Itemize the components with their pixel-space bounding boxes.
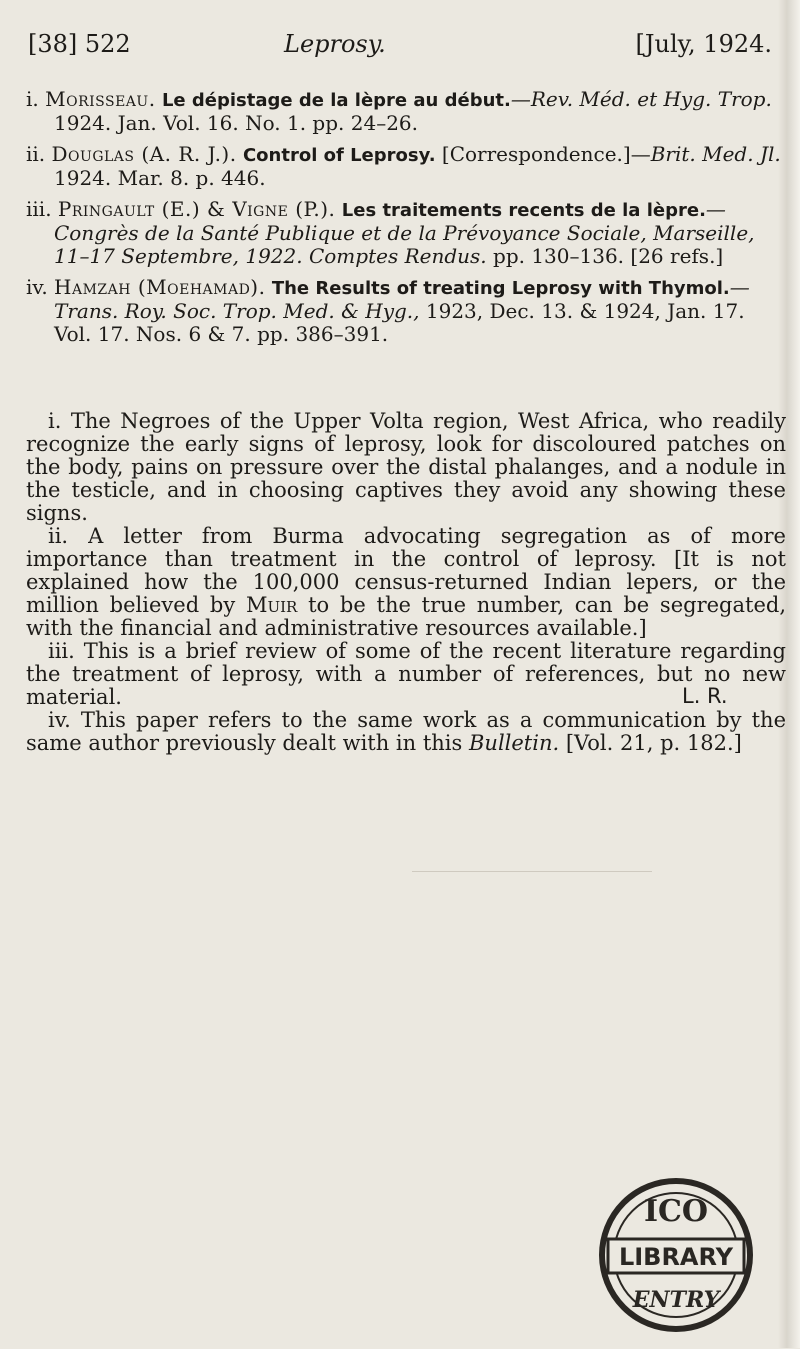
abstract-paragraph: i. The Negroes of the Upper Volta region, West Africa, who readily recognize the early signs of leprosy, look for discoloured patches on the body, pains on pressure over the distal phalanges, and a nodule in the testicle, and in choosing captives they avoid any showing these signs.	[26, 409, 786, 525]
reviewer-initials: L. R.	[682, 684, 728, 708]
reference-title: Les traitements recents de la lèpre.	[341, 200, 706, 221]
reference-details: 1924. Jan. Vol. 16. No. 1. pp. 24–26.	[54, 111, 418, 135]
faint-rule	[412, 871, 652, 872]
reference-item: i. Morisseau. Le dépistage de la lèpre au début.—Rev. Méd. et Hyg. Trop. 1924. Jan. Vol. 16. No. 1. pp. 24–26.	[26, 87, 772, 135]
abstract-paragraph: ii. A letter from Burma advocating segregation as of more importance than treatment in the control of leprosy. [It is not explained how the 100,000 census-returned Indian lepers, or the million believed by Muir to be the true number, can be segregated, with the financial and administrative resources available.]	[26, 524, 786, 640]
reference-item: ii. Douglas (A. R. J.). Control of Leprosy. [Correspondence.]—Brit. Med. Jl. 1924. Mar. 8. p. 446.	[26, 142, 781, 190]
reference-list	[26, 88, 786, 354]
page-reference: [38] 522	[28, 30, 131, 58]
reference-title: Control of Leprosy.	[242, 145, 436, 166]
stamp-bottom-text: ENTRY	[632, 1287, 720, 1313]
issue-date: [July, 1924.	[635, 30, 772, 58]
section-title: Leprosy.	[284, 30, 386, 58]
reference-details: 1923, Dec. 13. & 1924, Jan. 17. Vol. 17. Nos. 6 & 7. pp. 386–391.	[54, 299, 745, 346]
reference-item: iv. Hamzah (Moehamad). The Results of treating Leprosy with Thymol.—Trans. Roy. Soc. Trop. Med. & Hyg., 1923, Dec. 13. & 1924, Jan. 17. Vol. 17. Nos. 6 & 7. pp. 386–391.	[26, 275, 750, 346]
reference-source: —Trans. Roy. Soc. Trop. Med. & Hyg.,	[54, 275, 750, 323]
reference-source: Brit. Med. Jl.	[650, 142, 781, 166]
reference-source-prefix: [Correspondence.]—	[441, 142, 651, 166]
reference-author: Morisseau.	[45, 87, 156, 111]
library-stamp	[586, 1165, 766, 1345]
running-header	[28, 30, 772, 70]
reference-details: 1924. Mar. 8. p. 446.	[54, 166, 266, 190]
abstract-paragraph: iv. This paper refers to the same work as a communication by the same author previously dealt with in this Bulletin. [Vol. 21, p. 182.]	[26, 708, 786, 755]
reference-author: Douglas (A. R. J.).	[51, 142, 237, 166]
reference-title: The Results of treating Leprosy with Thymol.	[271, 278, 730, 299]
stamp-top-text: ICO	[643, 1194, 709, 1229]
reference-source: —Rev. Méd. et Hyg. Trop.	[510, 87, 772, 111]
abstract-paragraph: iii. This is a brief review of some of the recent literature regarding the treatment of leprosy, with a number of references, but no new material.	[26, 639, 786, 709]
library-stamp-graphic	[586, 1165, 766, 1345]
abstract-body	[26, 410, 786, 755]
stamp-middle-text: LIBRARY	[618, 1243, 734, 1271]
reference-author: Pringault (E.) & Vigne (P.).	[57, 197, 336, 221]
reference-item: iii. Pringault (E.) & Vigne (P.). Les traitements recents de la lèpre.—Congrès de la Santé Publique et de la Prévoyance Sociale, Marseille, 11–17 Septembre, 1922. Comptes Rendus. pp. 130–136. [26 refs.]	[26, 197, 755, 268]
reference-details: pp. 130–136. [26 refs.]	[493, 244, 724, 268]
reference-author: Hamzah (Moehamad).	[54, 275, 266, 299]
reference-source: —Congrès de la Santé Publique et de la Prévoyance Sociale, Marseille, 11–17 Septembre, 1922. Comptes Rendus.	[54, 197, 755, 268]
reference-title: Le dépistage de la lèpre au début.	[161, 90, 511, 111]
